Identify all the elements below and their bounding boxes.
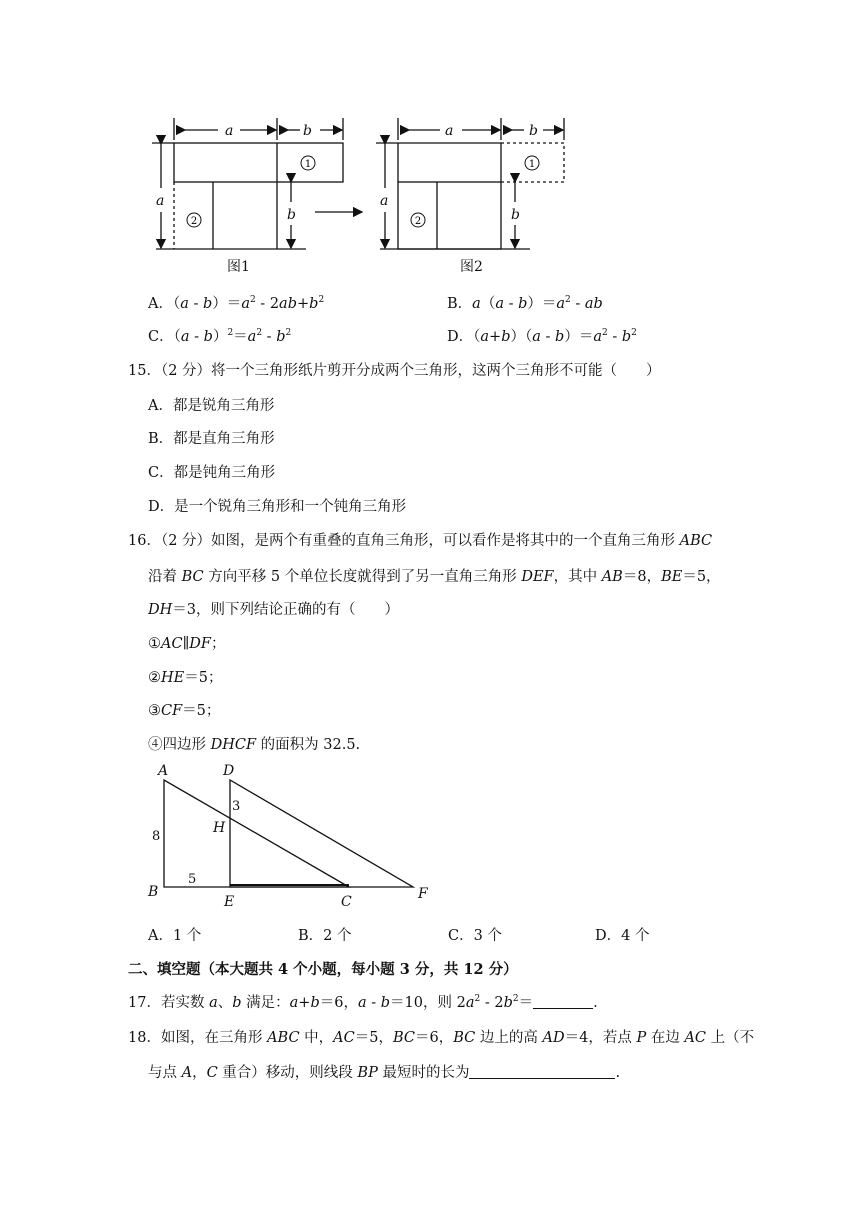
fig2-label-b-top: b [529, 123, 538, 139]
q15-option-c[interactable]: C．都是钝角三角形 [148, 465, 276, 481]
length-5: 5 [188, 872, 197, 887]
q16-stem-line2: 沿着 BC 方向平移 5 个单位长度就得到了另一直角三角形 DEF，其中 AB＝8，BE＝5， [148, 569, 721, 585]
q14-option-c[interactable]: C．$(a - b)^2=a^2 - b^2$ [148, 328, 292, 345]
fig1-label-b-top: b [303, 123, 312, 139]
q16-option-b[interactable]: B．2 个 [298, 928, 352, 944]
fig1 [152, 118, 362, 249]
length-3: 3 [232, 799, 241, 814]
q16-statement-4: ④四边形 DHCF 的面积为 32.5. [148, 737, 361, 753]
q15-stem: 15．（2 分）将一个三角形纸片剪开分成两个三角形，这两个三角形不可能（ ） [128, 363, 661, 379]
q15-option-a[interactable]: A．都是锐角三角形 [148, 398, 275, 414]
q14-figure [140, 110, 590, 280]
point-c: C [341, 894, 352, 910]
point-h: H [213, 820, 226, 836]
fig1-label-b-right: b [287, 207, 296, 223]
q16-statement-3: ③CF＝5； [148, 703, 221, 719]
fig1-label-a-left: a [156, 193, 165, 209]
q15-option-d[interactable]: D．是一个锐角三角形和一个钝角三角形 [148, 499, 407, 515]
q16-option-a[interactable]: A．1 个 [148, 928, 202, 944]
q16-stem-line1: 16．（2 分）如图，是两个有重叠的直角三角形，可以看作是将其中的一个直角三角形 ABC [128, 533, 713, 549]
q14-option-a[interactable]: A．$(a - b)=a^2 - 2ab+b^2$ [148, 295, 325, 312]
point-f: F [418, 886, 428, 902]
q16-statement-1: ①AC∥DF； [148, 636, 226, 652]
q16-figure [140, 760, 440, 910]
q18-line1: 18．如图，在三角形 ABC 中，AC＝5，BC＝6，BC 边上的高 AD＝4，若点 P 在边 AC 上（不 [128, 1030, 755, 1046]
q17-answer-blank[interactable] [533, 994, 593, 1009]
fig1-piece2-label: 2 [190, 216, 198, 227]
fig2-piece2-label: 2 [414, 216, 422, 227]
fig1-label-a-top: a [225, 123, 234, 139]
q16-option-c[interactable]: C．3 个 [448, 928, 502, 944]
fig1-caption: 图1 [227, 259, 250, 275]
fig1-piece1-label: 1 [304, 159, 312, 170]
q18-answer-blank[interactable] [469, 1064, 615, 1079]
point-e: E [224, 894, 235, 910]
point-d: D [223, 763, 235, 779]
fig2-caption: 图2 [460, 259, 483, 275]
point-b: B [148, 884, 159, 900]
fig2-label-a-left: a [380, 193, 389, 209]
q16-stem-line3: DH＝3，则下列结论正确的有（ ） [148, 602, 400, 618]
point-a: A [158, 763, 169, 779]
section-2-heading: 二、填空题（本大题共 4 个小题，每小题 3 分，共 12 分） [128, 961, 518, 978]
fig2-label-a-top: a [445, 123, 454, 139]
length-8: 8 [152, 829, 161, 844]
fig2-piece1-label: 1 [528, 159, 536, 170]
fig2-label-b-right: b [511, 207, 520, 223]
q17: 17．若实数 a、b 满足：a+b＝6，a - b＝10，则 $2a^2 - 2b^2=$ . [128, 994, 598, 1011]
q16-statement-2: ②HE＝5； [148, 670, 223, 686]
q14-option-d[interactable]: D．$(a+b)(a - b)=a^2 - b^2$ [447, 328, 637, 345]
q15-option-b[interactable]: B．都是直角三角形 [148, 431, 275, 447]
q18-line2: 与点 A，C 重合）移动，则线段 BP 最短时的长为 . [148, 1065, 621, 1081]
q14-option-b[interactable]: B．$a(a - b)=a^2$ - ab [447, 295, 603, 312]
q16-option-d[interactable]: D．4 个 [595, 928, 650, 944]
